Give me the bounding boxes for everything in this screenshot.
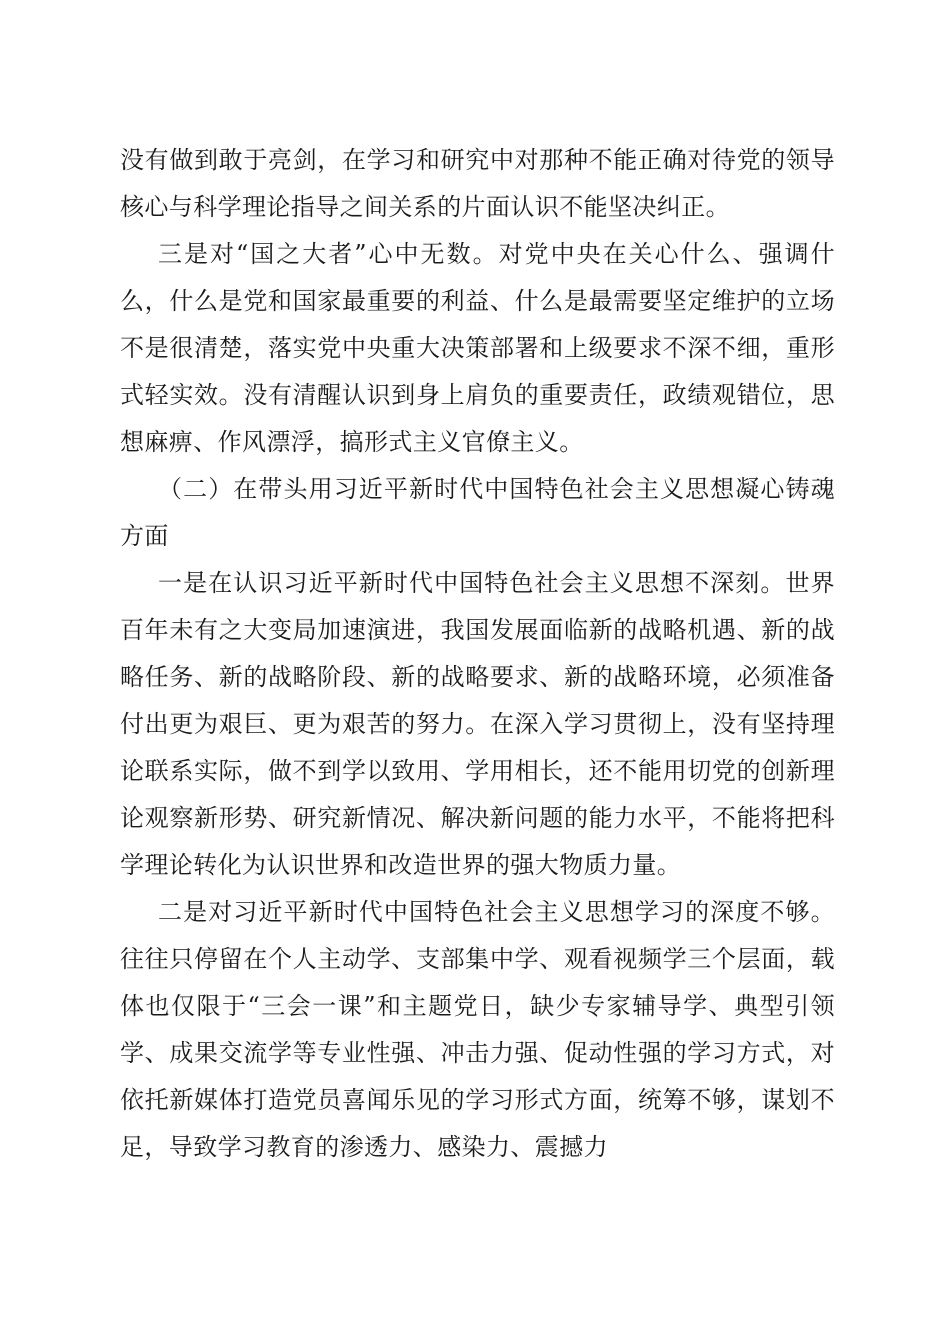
document-body	[120, 137, 835, 1171]
paragraph-continuation: 没有做到敢于亮剑，在学习和研究中对那种不能正确对待党的领导核心与科学理论指导之间关系的片面认识不能坚决纠正。	[120, 146, 835, 221]
paragraph-point-three: 三是对“国之大者”心中无数。对党中央在关心什么、强调什么，什么是党和国家最重要的利益、什么是最需要坚定维护的立场不是很清楚，落实党中央重大决策部署和上级要求不深不细，重形式轻实效。没有清醒认识到身上肩负的重要责任，政绩观错位，思想麻痹、作风漂浮，搞形式主义官僚主义。	[120, 240, 835, 456]
paragraph-point-one: 一是在认识习近平新时代中国特色社会主义思想不深刻。世界百年未有之大变局加速演进，我国发展面临新的战略机遇、新的战略任务、新的战略阶段、新的战略要求、新的战略环境，必须准备付出更为艰巨、更为艰苦的努力。在深入学习贯彻上，没有坚持理论联系实际，做不到学以致用、学用相长，还不能用切党的创新理论观察新形势、研究新情况、解决新问题的能力水平，不能将把科学理论转化为认识世界和改造世界的强大物质力量。	[120, 569, 835, 879]
paragraph-point-two: 二是对习近平新时代中国特色社会主义思想学习的深度不够。往往只停留在个人主动学、支部集中学、观看视频学三个层面，载体也仅限于“三会一课”和主题党日，缺少专家辅导学、典型引领学、成果交流学等专业性强、冲击力强、促动性强的学习方式，对依托新媒体打造党员喜闻乐见的学习形式方面，统筹不够，谋划不足，导致学习教育的渗透力、感染力、震撼力	[120, 898, 835, 1161]
section-heading: （二）在带头用习近平新时代中国特色社会主义思想凝心铸魂方面	[120, 475, 835, 550]
